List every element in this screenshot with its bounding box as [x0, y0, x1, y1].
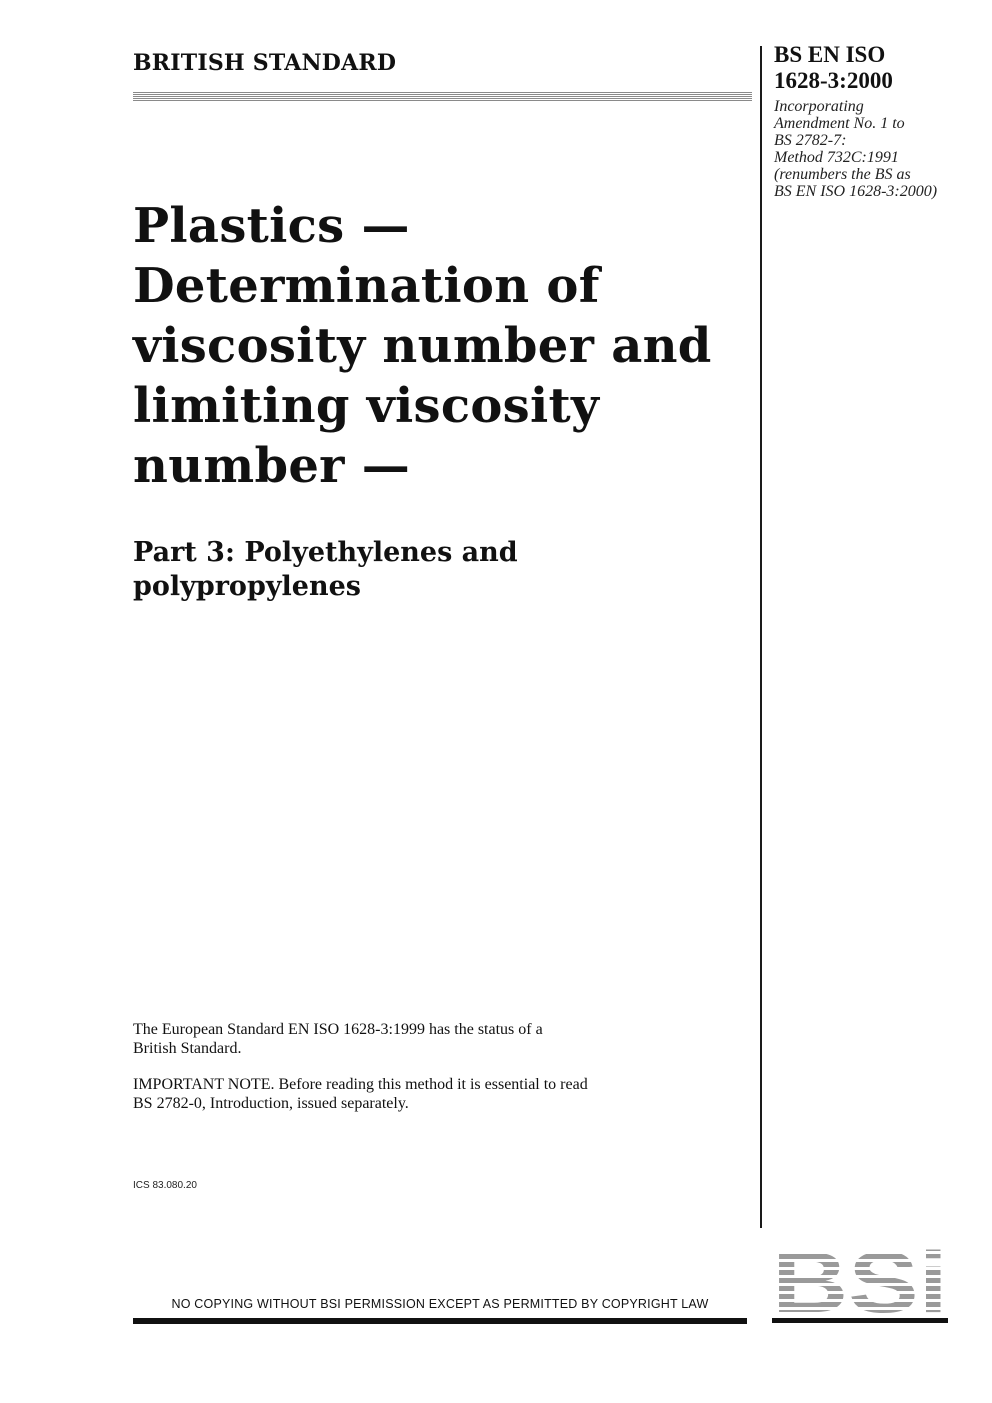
standard-number-line: 1628-3:2000	[774, 68, 893, 93]
title-line: Plastics —	[133, 198, 410, 254]
important-note-line: BS 2782-0, Introduction, issued separately.	[133, 1095, 409, 1112]
footer-rule	[133, 1318, 747, 1324]
ics-code: ICS 83.080.20	[133, 1180, 197, 1191]
amendment-line: (renumbers the BS as	[774, 166, 911, 183]
standard-number	[774, 42, 984, 94]
amendment-line: Method 732C:1991	[774, 149, 899, 166]
status-note-line: The European Standard EN ISO 1628-3:1999 has the status of a	[133, 1021, 543, 1038]
title-line: viscosity number and	[133, 318, 712, 374]
amendment-line: Amendment No. 1 to	[774, 115, 905, 132]
subtitle-line: Part 3: Polyethylenes and	[133, 537, 518, 568]
logo-base-rule	[772, 1318, 948, 1323]
amendment-line: Incorporating	[774, 98, 864, 115]
amendment-line: BS EN ISO 1628-3:2000)	[774, 183, 938, 200]
bsi-logo-mark	[772, 1246, 948, 1318]
status-note-line: British Standard.	[133, 1040, 242, 1057]
series-label: BRITISH STANDARD	[133, 50, 397, 76]
title-line: limiting viscosity	[133, 378, 600, 434]
status-note	[133, 1020, 733, 1058]
document-title	[133, 196, 753, 496]
header-rule	[133, 92, 752, 102]
important-note	[133, 1075, 733, 1113]
copyright-notice: NO COPYING WITHOUT BSI PERMISSION EXCEPT AS PERMITTED BY COPYRIGHT LAW	[171, 1297, 709, 1311]
subtitle-line: polypropylenes	[133, 571, 361, 602]
logo-stripes	[772, 1246, 948, 1318]
standard-number-line: BS EN ISO	[774, 42, 886, 67]
document-subtitle	[133, 536, 753, 604]
important-note-line: IMPORTANT NOTE. Before reading this method it is essential to read	[133, 1076, 588, 1093]
title-line: number —	[133, 438, 411, 494]
title-line: Determination of	[133, 258, 600, 314]
amendment-line: BS 2782-7:	[774, 132, 847, 149]
vertical-divider	[760, 46, 762, 1228]
bsi-logo	[772, 1246, 948, 1324]
amendment-note	[774, 98, 984, 200]
